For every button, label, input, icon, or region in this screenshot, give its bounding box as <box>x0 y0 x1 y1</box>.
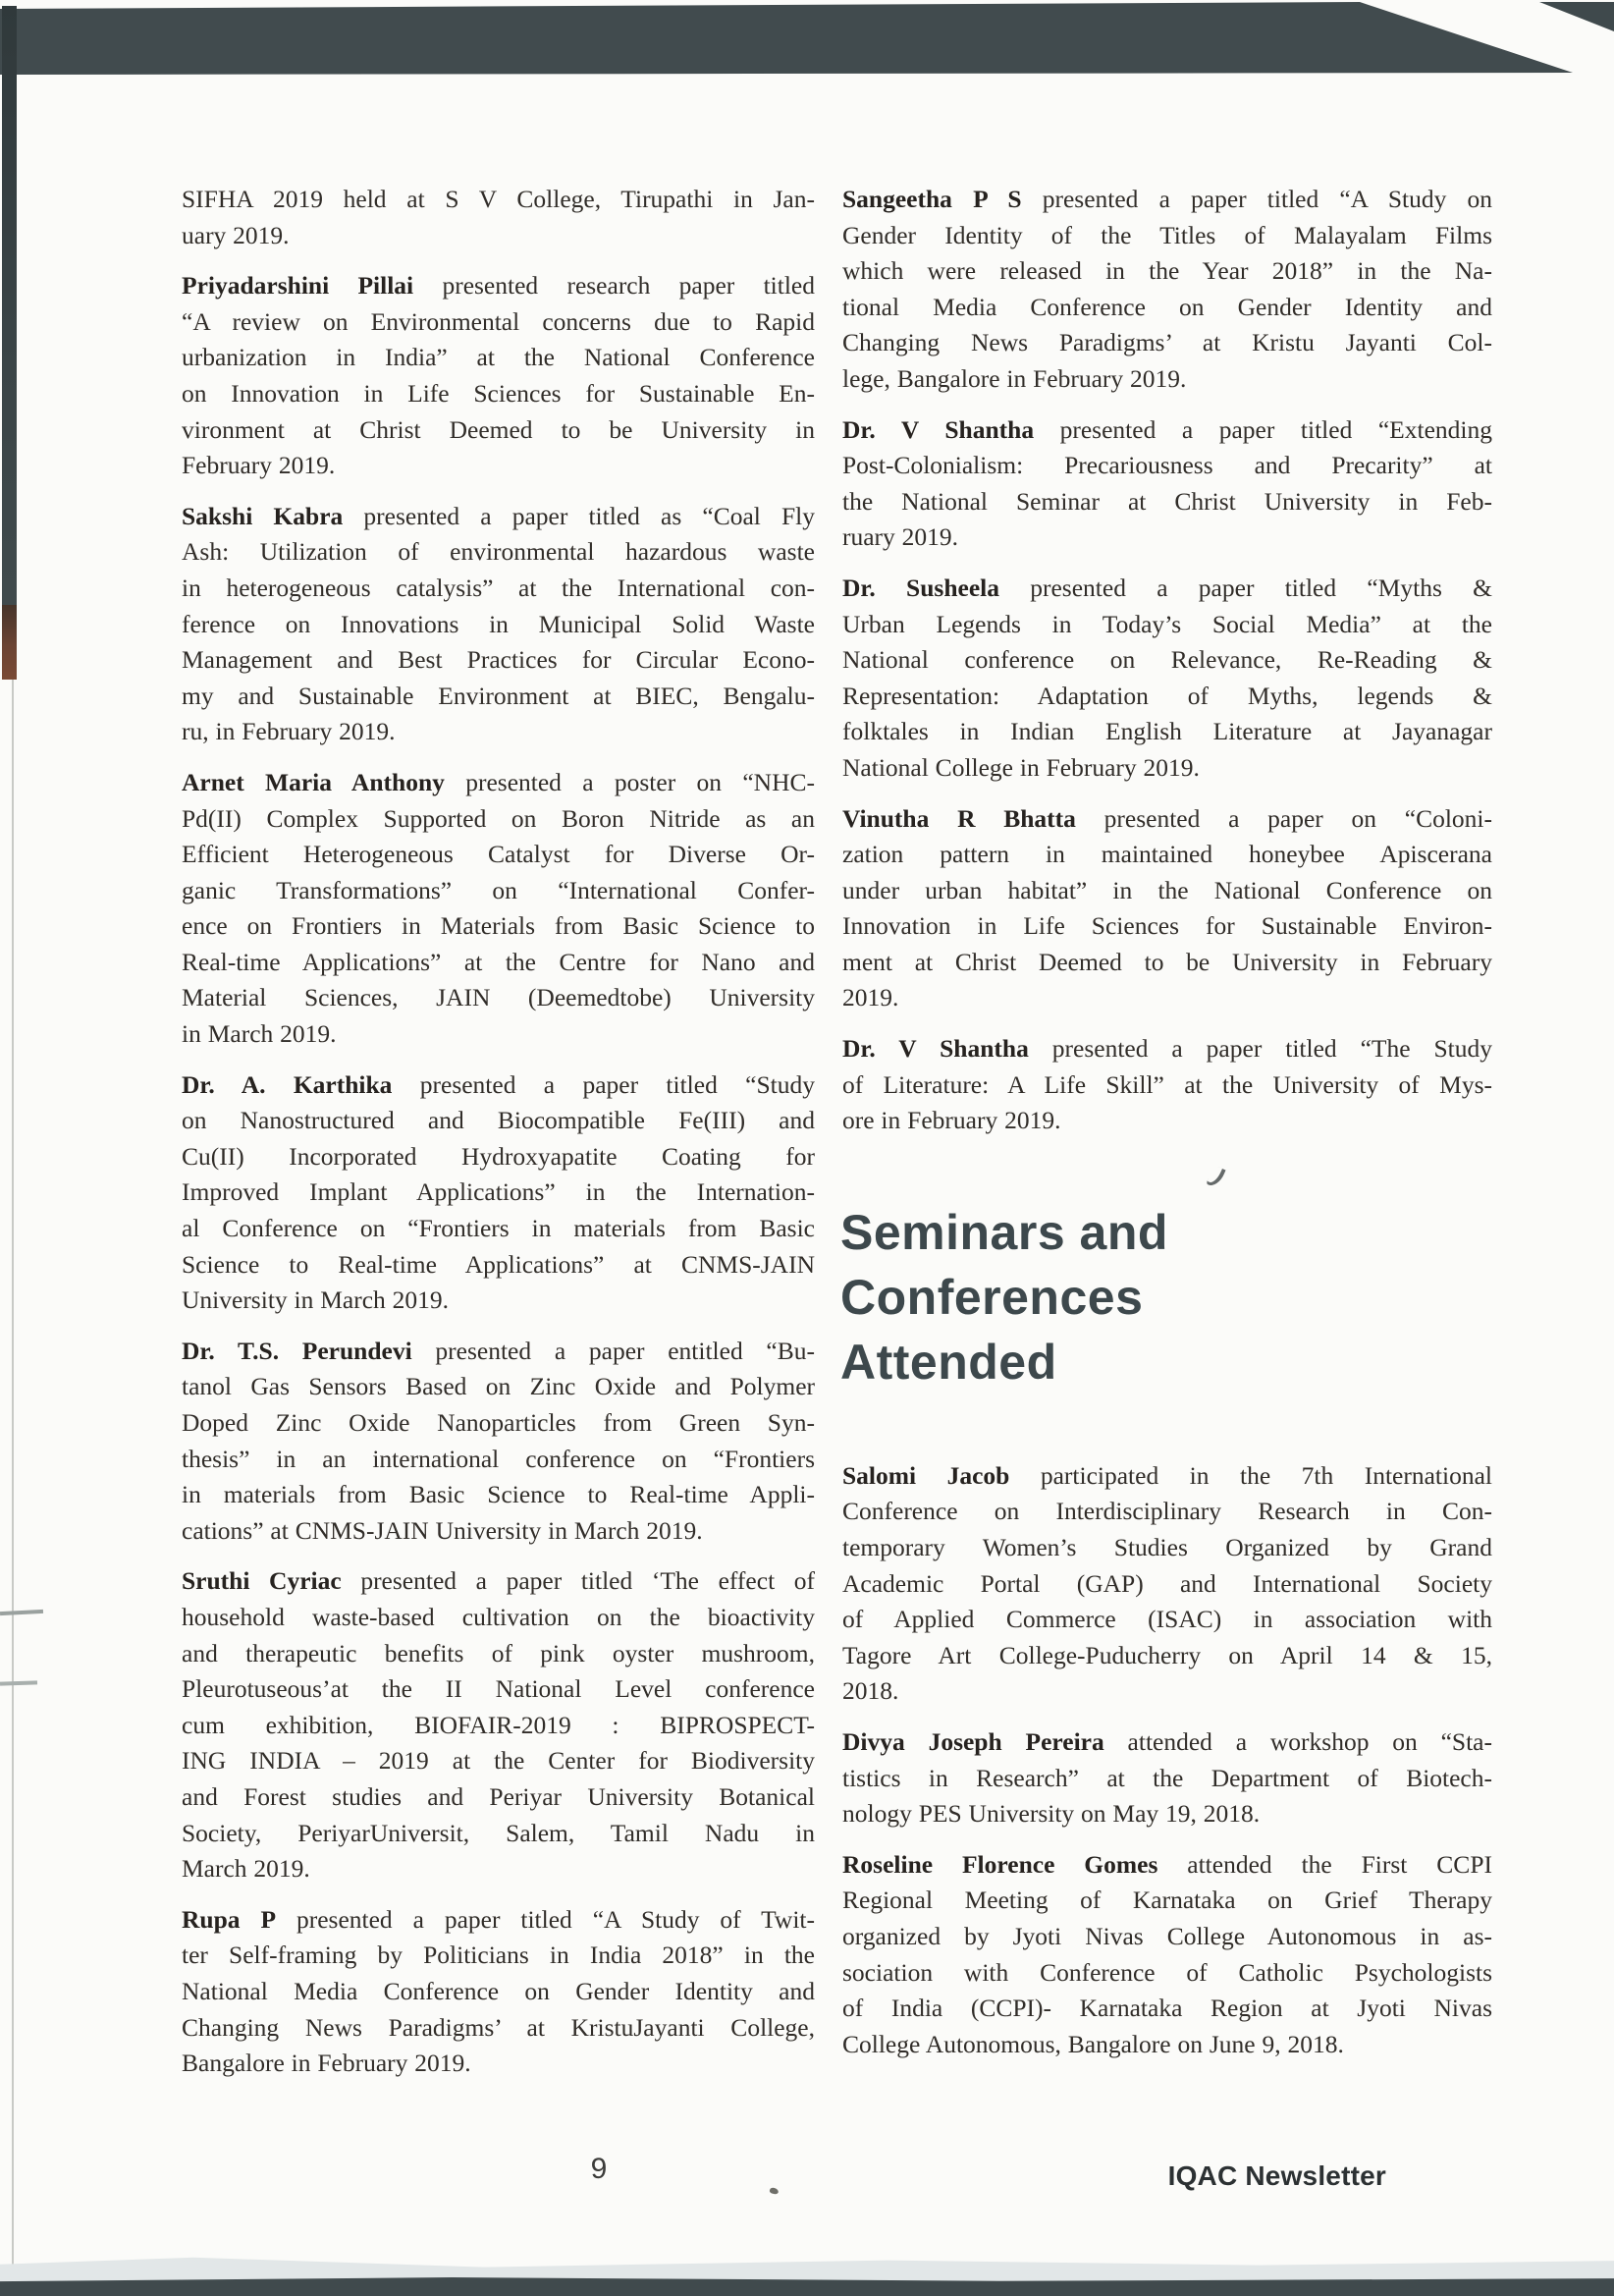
paragraph <box>182 182 815 253</box>
text-line: vironment at Christ Deemed to be University in <box>182 414 815 444</box>
text-line: the National Seminar at Christ University in Feb- <box>842 486 1492 516</box>
text-line: ference on Innovations in Municipal Solid Waste <box>182 609 815 638</box>
text-line: lege, Bangalore in February 2019. <box>842 363 1187 393</box>
footer-band <box>0 2277 1614 2296</box>
text-line: March 2019. <box>182 1854 310 1884</box>
text-line: of Applied Commerce (ISAC) in association with <box>842 1605 1492 1634</box>
person-name: Dr. Susheela <box>842 573 999 602</box>
person-name: Sangeetha P S <box>842 185 1022 213</box>
text-line: Dr. V Shantha presented a paper titled “Extending <box>842 414 1492 444</box>
footer-wave <box>0 2255 1614 2282</box>
newsletter-brand: IQAC Newsletter <box>1167 2160 1386 2191</box>
text-line: Tagore Art College-Puducherry on April 14 & 15, <box>842 1640 1492 1669</box>
text-line: Sruthi Cyriac presented a paper titled ‘The effect of <box>182 1566 815 1596</box>
text-line: tional Media Conference on Gender Identity and <box>842 292 1492 321</box>
text-line: Pd(II) Complex Supported on Boron Nitride as an <box>182 803 815 833</box>
paragraph <box>182 268 815 484</box>
text-line: Pleurotuseous’at the II National Level conference <box>182 1674 815 1704</box>
person-name: Salomi Jacob <box>842 1460 1010 1490</box>
text-line: Post-Colonialism: Precariousness and Precarity” at <box>842 451 1492 480</box>
text-line: cations” at CNMS-JAIN University in March 2019. <box>182 1515 703 1545</box>
person-name: Divya Joseph Pereira <box>842 1727 1104 1756</box>
left-edge-fold-line <box>12 680 14 2278</box>
text-line: Salomi Jacob participated in the 7th International <box>842 1460 1492 1490</box>
text-line: Cu(II) Incorporated Hydroxyapatite Coating for <box>182 1141 815 1171</box>
text-line: Doped Zinc Oxide Nanoparticles from Green Syn- <box>182 1408 815 1437</box>
text-line: Ash: Utilization of environmental hazardous waste <box>182 537 815 567</box>
text-line: in heterogeneous catalysis” at the International con- <box>182 573 815 602</box>
person-name: Sakshi Kabra <box>182 501 344 530</box>
text-line: Urban Legends in Today’s Social Media” at the <box>842 609 1492 638</box>
scan-speck <box>769 2187 779 2195</box>
text-line: organized by Jyoti Nivas College Autonomous in as- <box>842 1921 1492 1950</box>
text-line: of India (CCPI)- Karnataka Region at Jyoti Nivas <box>842 1994 1492 2023</box>
text-line: Dr. T.S. Perundevi presented a paper entitled “Bu- <box>182 1336 815 1365</box>
text-line: in materials from Basic Science to Real-time Appli- <box>182 1480 815 1509</box>
text-line: Changing News Paradigms’ at KristuJayanti College, <box>182 2012 815 2042</box>
page-number: 9 <box>590 2153 608 2185</box>
text-line: zation pattern in maintained honeybee Apiscerana <box>842 840 1492 869</box>
text-line: sociation with Conference of Catholic Psychologists <box>842 1957 1492 1987</box>
text-line: Society, PeriyarUniversit, Salem, Tamil Nadu in <box>182 1818 815 1847</box>
paragraph <box>182 1067 815 1319</box>
text-line: Representation: Adaptation of Myths, legends & <box>842 681 1492 710</box>
paragraph <box>842 1458 1492 1710</box>
paragraph <box>182 1334 815 1550</box>
text-line: SIFHA 2019 held at S V College, Tirupathi in Jan- <box>182 185 815 213</box>
paragraph <box>842 182 1492 398</box>
text-line: National Media Conference on Gender Identity and <box>182 1976 815 2005</box>
text-line: Science to Real-time Applications” at CNMS-JAIN <box>182 1249 815 1279</box>
text-line: “A review on Environmental concerns due to Rapid <box>182 306 815 336</box>
text-line: urbanization in India” at the National Conference <box>182 343 815 372</box>
paragraph <box>182 1563 815 1886</box>
text-line: Conference on Interdisciplinary Research in Con- <box>842 1497 1492 1526</box>
text-line: my and Sustainable Environment at BIEC, Bengalu- <box>182 681 815 710</box>
text-line: and therapeutic benefits of pink oyster mushroom, <box>182 1638 815 1667</box>
text-line: uary 2019. <box>182 220 290 249</box>
text-line: under urban habitat” in the National Conference on <box>842 875 1492 904</box>
person-name: Dr. V Shantha <box>842 414 1035 444</box>
text-line: National conference on Relevance, Re-Reading & <box>842 645 1492 675</box>
text-line: Innovation in Life Sciences for Sustainable Environ- <box>842 911 1492 941</box>
text-line: National College in February 2019. <box>842 752 1200 782</box>
text-line: ment at Christ Deemed to be University in February <box>842 947 1492 976</box>
text-line: Regional Meeting of Karnataka on Grief Therapy <box>842 1886 1492 1915</box>
text-line: household waste-based cultivation on the bioactivity <box>182 1602 815 1631</box>
text-line: Sangeetha P S presented a paper titled “A Study on <box>842 185 1492 213</box>
text-line: al Conference on “Frontiers in materials from Basic <box>182 1214 815 1243</box>
text-line: Rupa P presented a paper titled “A Study of Twit- <box>182 1904 815 1934</box>
text-line: 2018. <box>842 1676 899 1706</box>
text-line: February 2019. <box>182 451 336 480</box>
section-heading-line: Conferences <box>840 1269 1144 1325</box>
text-line: Arnet Maria Anthony presented a poster on “NHC- <box>182 767 815 796</box>
text-line: ence on Frontiers in Materials from Basic Science to <box>182 911 815 941</box>
text-line: Gender Identity of the Titles of Malayalam Films <box>842 220 1492 249</box>
text-line: on Innovation in Life Sciences for Sustainable En- <box>182 378 815 408</box>
person-name: Priyadarshini Pillai <box>182 271 414 301</box>
text-line: in March 2019. <box>182 1019 337 1049</box>
paragraph <box>182 765 815 1053</box>
text-line: Bangalore in February 2019. <box>182 2049 471 2078</box>
text-line: temporary Women’s Studies Organized by Grand <box>842 1533 1492 1562</box>
person-name: Dr. V Shantha <box>842 1034 1029 1064</box>
text-line: folktales in Indian English Literature at Jayanagar <box>842 717 1492 746</box>
text-line: Academic Portal (GAP) and International Society <box>842 1568 1492 1598</box>
paragraph <box>842 571 1492 787</box>
text-line: Dr. Susheela presented a paper titled “Myths & <box>842 573 1492 602</box>
text-line: 2019. <box>842 983 899 1012</box>
text-line: Dr. A. Karthika presented a paper titled “Study <box>182 1069 815 1099</box>
text-line: nology PES University on May 19, 2018. <box>842 1799 1261 1829</box>
person-name: Arnet Maria Anthony <box>182 767 445 796</box>
pencil-tick-mark <box>0 1610 43 1615</box>
text-line: Roseline Florence Gomes attended the First CCPI <box>842 1849 1492 1879</box>
person-name: Roseline Florence Gomes <box>842 1849 1158 1879</box>
text-line: Improved Implant Applications” in the Internation- <box>182 1177 815 1207</box>
text-line: and Forest studies and Periyar University Botanical <box>182 1781 815 1811</box>
person-name: Dr. T.S. Perundevi <box>182 1336 412 1365</box>
paragraph <box>842 1724 1492 1832</box>
text-line: tistics in Research” at the Department of Biotech- <box>842 1763 1492 1792</box>
person-name: Rupa P <box>182 1904 277 1934</box>
text-line: Efficient Heterogeneous Catalyst for Diverse Or- <box>182 840 815 869</box>
text-line: ru, in February 2019. <box>182 717 396 746</box>
left-edge-strip <box>2 6 17 605</box>
text-line: Divya Joseph Pereira attended a workshop on “Sta- <box>842 1727 1492 1756</box>
person-name: Dr. A. Karthika <box>182 1069 393 1099</box>
text-line: College Autonomous, Bangalore on June 9, 2018. <box>842 2029 1344 2058</box>
paragraph <box>842 1031 1492 1139</box>
paragraph <box>842 1847 1492 2063</box>
text-line: Real-time Applications” at the Centre for Nano and <box>182 947 815 976</box>
section-heading <box>840 1200 1492 1394</box>
text-line: ING INDIA – 2019 at the Center for Biodiversity <box>182 1746 815 1776</box>
text-line: thesis” in an international conference on “Frontiers <box>182 1444 815 1473</box>
text-line: ore in February 2019. <box>842 1106 1061 1135</box>
text-line: ruary 2019. <box>842 522 959 552</box>
text-line: University in March 2019. <box>182 1285 450 1315</box>
text-line: Priyadarshini Pillai presented research paper titled <box>182 271 815 301</box>
text-line: Vinutha R Bhatta presented a paper on “Coloni- <box>842 803 1492 833</box>
column-left <box>182 182 815 2097</box>
text-line: ganic Transformations” on “International Confer- <box>182 875 815 904</box>
text-line: ter Self-framing by Politicians in India 2018” in the <box>182 1941 815 1970</box>
text-line: Material Sciences, JAIN (Deemedtobe) University <box>182 983 815 1012</box>
person-name: Vinutha R Bhatta <box>842 803 1076 833</box>
column-right <box>842 182 1492 2077</box>
text-line: Dr. V Shantha presented a paper titled “The Study <box>842 1034 1492 1064</box>
paragraph <box>182 1902 815 2082</box>
paragraph <box>842 801 1492 1017</box>
section-heading-line: Seminars and <box>840 1204 1168 1260</box>
person-name: Sruthi Cyriac <box>182 1566 342 1596</box>
text-line: cum exhibition, BIOFAIR-2019 : BIPROSPECT- <box>182 1710 815 1739</box>
text-line: which were released in the Year 2018” in the Na- <box>842 256 1492 286</box>
text-line: tanol Gas Sensors Based on Zinc Oxide and Polymer <box>182 1372 815 1401</box>
header-band <box>0 0 1614 79</box>
text-line: Management and Best Practices for Circular Econo- <box>182 645 815 675</box>
paragraph <box>182 499 815 750</box>
text-line: of Literature: A Life Skill” at the University of Mys- <box>842 1069 1492 1099</box>
paragraph <box>842 412 1492 556</box>
text-line: on Nanostructured and Biocompatible Fe(III) and <box>182 1106 815 1135</box>
pencil-tick-mark <box>0 1680 37 1685</box>
text-line: Sakshi Kabra presented a paper titled as “Coal Fly <box>182 501 815 530</box>
text-line: Changing News Paradigms’ at Kristu Jayanti Col- <box>842 328 1492 357</box>
section-heading-line: Attended <box>840 1334 1057 1390</box>
left-edge-strip-brown <box>2 605 17 680</box>
